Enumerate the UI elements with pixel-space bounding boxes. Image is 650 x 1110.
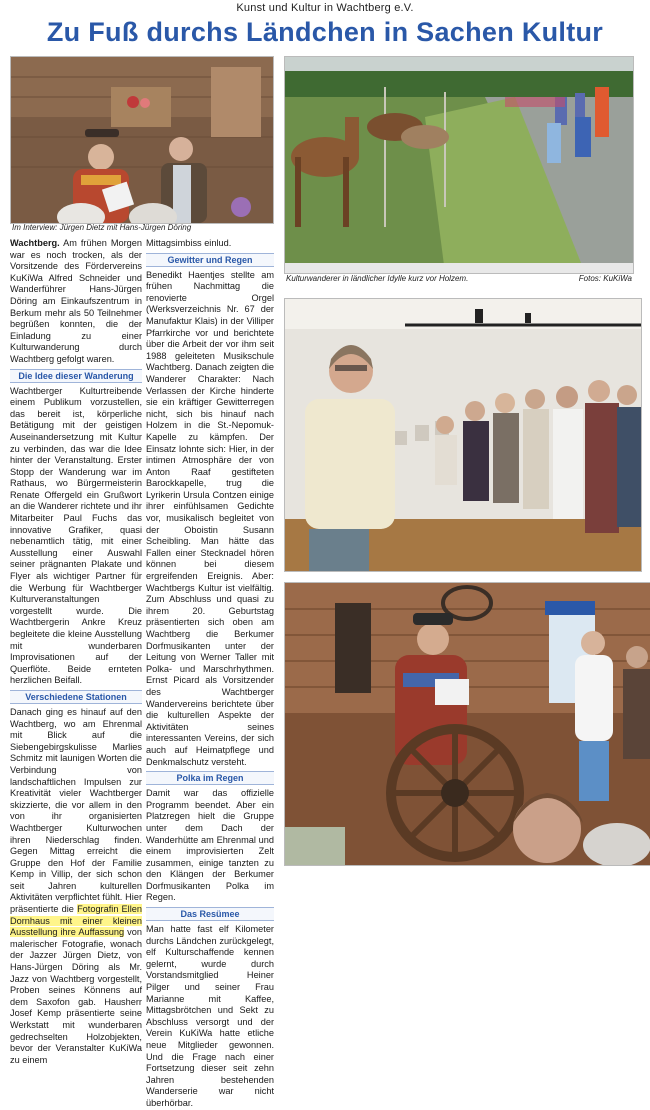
landscape-photo bbox=[284, 56, 634, 274]
stations-paragraph-b: von malerischer Fotografie, wonach der Jazzer Jürgen Dietz, von Hans-Jürgen Döring als Mr. Jazz von Wachtberg vorgestellt, Proben seines Könnens auf dem Saxofon gab. Hausherr Josef Kemp präsentierte seine Werkstatt mit wunderbaren gedrechselten Holzobjekten, bevor der Veranstalter KuKiWa zu einem bbox=[10, 927, 142, 1065]
workshop-photo bbox=[284, 582, 650, 866]
interview-caption: Im Interview: Jürgen Dietz mit Hans-Jürgen Döring bbox=[12, 223, 192, 232]
publisher-kicker: Kunst und Kultur in Wachtberg e.V. bbox=[236, 2, 414, 14]
landscape-caption: Kulturwanderer in ländlicher Idylle kurz vor Holzem. bbox=[286, 274, 469, 283]
summary-paragraph: Man hatte fast elf Kilometer durchs Ländchen zurückgelegt, elf Kulturschaffende kennen gelernt, wurde durch Vorstandsmitglied Heiner Pilger und seiner Frau Marianne mit Kaffee, Mittagsbrötchen und Sekt zu Abschluss versorgt und der Verein KuKiWa hatte etliche neue Mitglieder gewonnen. Und die Frage nach einer Fortsetzung dieser seit zehn Jahren bestehenden Wanderserie war nicht überhörbar. bbox=[146, 924, 274, 1108]
lunch-line: Mittagsimbiss einlud. bbox=[146, 238, 232, 248]
subheading-summary: Das Resümee bbox=[146, 907, 274, 921]
subheading-idea: Die Idee dieser Wanderung bbox=[10, 369, 142, 383]
polka-paragraph: Damit war das offizielle Programm beendet. Aber ein Platzregen hielt die Gruppe unter dem Dach der Wanderhütte am Ehrenmal und einem improvisierten Zelt zusammen, einige tanzten zu den Klängen der Berkumer Dorfmusikanten Polka im Regen. bbox=[146, 788, 274, 903]
article-headline: Zu Fuß durchs Ländchen in Sachen Kultur bbox=[46, 17, 604, 47]
storm-paragraph: Benedikt Haentjes stellte am frühen Nachmittag die renovierte Orgel (Werksverzeichnis Nr. 67 der Manufaktur Klais) in der Villiper Pfarrkirche vor und berichtete über die Arbeit der vor ihm seit 1988 geleiteten Musikschule Wachtberg. Danach zeigten die Wanderer Charakter: Nach Verlassen der Kirche hinderte sie ein kräftiger Gewitterregen nicht, sich bis hinauf nach Holzem in die St.-Nepomuk-Kapelle zu kämpfen. Der Einsatz lohnte sich: Hier, in der intimen Atmosphäre der von Anton Raaf gestifteten Barockkapelle, trug die Lyrikerin Ursula Contzen einige ihrer einfühlsamen Gedichte vor, musikalisch begleitet von der Oboistin Susann Scheibling. Man hätte das Fallen einer Stecknadel hören können bei diesem ergreifenden Ereignis. Aber: Wachtbergs Kultur ist vielfältig. Zum Abschluss und quasi zu ihrem 20. Geburtstag präsentierten sich oben am Wachtberg die Berkumer Dorfmusikanten unter der Leitung von Werner Taller mit Polka- und Marschrhythmen. Ernst Picard als Vorsitzender des Wachtberger Wandervereins berichtete über die kulturellen Aspekte der Aktivitäten seines interessanten Vereins, der sich auch auf Heimatpflege und Denkmalschutz versteht. bbox=[146, 269, 274, 767]
subheading-stations: Verschiedene Stationen bbox=[10, 690, 142, 704]
idea-paragraph: Wachtberger Kulturtreibende einem Publikum vorzustellen, das bereit ist, körperliche Betätigung mit der geistigen Auseinandersetzung mit Kultur zu verbinden, das war die Idee hinter der Veranstaltung. Erster Stopp der Wanderung war im Rathaus, wo Bürgermeisterin Renate Offergeld ein Grußwort an die Wanderer richtete und ihr Mitarbeiter Paul Fuchs das innovative Grafiker, quasi nebenamtlich tätig, mit einer Ausstellung einer Auswahl seiner prägnanten Plakate und Flyer als wichtiger Partner für die Werbung für Wachtberger Kulturveranstaltungen vorgestellt wurde. Die Wachtbergerin Ankre Kreuz begleitete die kleine Ausstellung mit wunderbaren Improvisationen auf der Querflöte. Beide ernteten herzlichen Beifall. bbox=[10, 385, 142, 686]
subheading-storm: Gewitter und Regen bbox=[146, 253, 274, 267]
dateline: Wachtberg. bbox=[10, 238, 60, 248]
article-column-2 bbox=[146, 238, 274, 1110]
interview-photo bbox=[10, 56, 274, 224]
stations-paragraph-a: Danach ging es hinauf auf den Wachtberg, wo am Ehrenmal mit Blick auf die Siebengebirgskulisse Marlies Schmitz mit launigen Worten die Verbindung von landschaftlichen Impulsen zur Kreativität vieler Wachtberger skizzierte, die vor allem in den von ihr organisierten Wachtberger Kulturwochen ihren Niederschlag finden. Gegen Mittag erreicht die Gruppe den Hof der Familie Kemp in Villip, der sich schon seit Jahren kulturellen Aktivitäten verpflichtet fühlt. Hier präsentierte die bbox=[10, 706, 142, 915]
subheading-polka: Polka im Regen bbox=[146, 771, 274, 785]
photo-credit: Fotos: KuKiWa bbox=[578, 274, 632, 283]
article-column-1 bbox=[10, 238, 142, 1066]
gallery-photo bbox=[284, 298, 642, 572]
intro-paragraph: Am frühen Morgen war es noch trocken, als der Vorsitzende des Fördervereins KuKiWa Alfred Schneider und Wanderführer Hans-Jürgen Döring am Einkaufszentrum in Berkum mehr als 50 Teilnehmer begrüßen konnten, die der Einladung zu einer Kulturwanderung durch Wachtberg gefolgt waren. bbox=[10, 238, 142, 364]
highlighted-text: Fotografin Ellen Dornhaus mit einer kleinen Ausstellung ihre Auffassung bbox=[10, 904, 142, 938]
